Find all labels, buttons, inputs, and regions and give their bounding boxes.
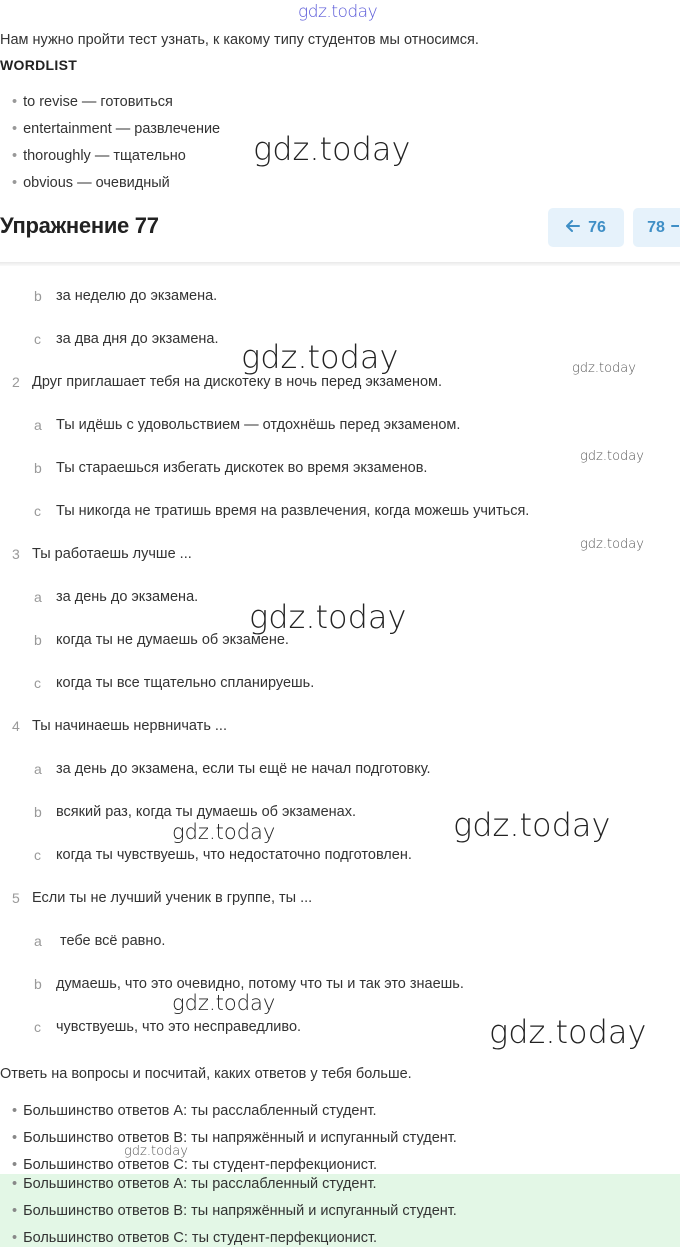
result-text: Большинство ответов С: ты студент-перфекционист. — [23, 1230, 378, 1246]
watermark-top: gdz.today — [298, 2, 378, 22]
result-text: Большинство ответов А: ты расслабленный студент. — [23, 1103, 377, 1119]
option-letter: c — [34, 331, 41, 347]
option-letter: a — [34, 589, 42, 605]
watermark: gdz.today — [453, 806, 611, 844]
option-text: Ты никогда не тратишь время на развлечения, когда можешь учиться. — [56, 503, 530, 519]
option-text: чувствуешь, что это несправедливо. — [56, 1019, 302, 1035]
option-text: когда ты все тщательно спланируешь. — [56, 675, 315, 691]
option-row — [34, 331, 41, 349]
result-text: Большинство ответов С: ты студент-перфекционист. — [23, 1157, 378, 1173]
option-letter: a — [34, 417, 42, 433]
instruction-text: Ответь на вопросы и посчитай, каких ответов у тебя больше. — [0, 1066, 412, 1082]
arrow-right-icon — [671, 219, 679, 237]
option-letter: c — [34, 675, 41, 691]
option-letter: a — [34, 761, 42, 777]
highlighted-result-item — [12, 1230, 377, 1246]
intro-text: Нам нужно пройти тест узнать, к какому типу студентов мы относимся. — [0, 32, 479, 48]
wordlist-item — [12, 121, 220, 137]
wordlist-title: WORDLIST — [0, 57, 78, 73]
highlighted-result-item — [12, 1203, 457, 1219]
watermark: gdz.today — [124, 1144, 188, 1159]
bullet-icon: • — [12, 121, 18, 137]
header-divider — [0, 262, 680, 266]
option-letter: b — [34, 288, 42, 304]
question-text: Если ты не лучший ученик в группе, ты ... — [32, 890, 313, 906]
wordlist-item-text: obvious — очевидный — [23, 175, 170, 191]
watermark: gdz.today — [580, 537, 644, 552]
result-text: Большинство ответов В: ты напряжённый и испуганный студент. — [23, 1130, 457, 1146]
option-letter: c — [34, 1019, 41, 1035]
option-text: всякий раз, когда ты думаешь об экзаменах. — [56, 804, 356, 820]
question-number: 5 — [12, 890, 20, 906]
bullet-icon: • — [12, 148, 18, 164]
question-text: Друг приглашает тебя на дискотеку в ночь перед экзаменом. — [32, 374, 443, 390]
result-text: Большинство ответов А: ты расслабленный студент. — [23, 1176, 377, 1192]
option-letter: b — [34, 976, 42, 992]
option-letter: b — [34, 460, 42, 476]
option-text: за день до экзамена. — [56, 589, 199, 605]
option-text: за день до экзамена, если ты ещё не начал подготовку. — [56, 761, 431, 777]
option-text: тебе всё равно. — [56, 933, 166, 949]
question-number: 4 — [12, 718, 20, 734]
option-row — [34, 288, 42, 306]
watermark: gdz.today — [172, 991, 276, 1015]
question-number: 3 — [12, 546, 20, 562]
option-text: Ты идёшь с удовольствием — отдохнёшь перед экзаменом. — [56, 417, 461, 433]
option-letter: c — [34, 503, 41, 519]
result-item — [12, 1130, 457, 1146]
bullet-icon: • — [12, 1176, 18, 1192]
bullet-icon: • — [12, 94, 18, 110]
watermark: gdz.today — [572, 361, 636, 376]
wordlist-item-text: to revise — готовиться — [23, 94, 173, 110]
wordlist-item — [12, 175, 170, 191]
option-text: когда ты чувствуешь, что недостаточно подготовлен. — [56, 847, 412, 863]
option-text: когда ты не думаешь об экзамене. — [56, 632, 289, 648]
option-letter: b — [34, 804, 42, 820]
watermark: gdz.today — [489, 1013, 647, 1051]
wordlist-item — [12, 94, 173, 110]
bullet-icon: • — [12, 1203, 18, 1219]
watermark: gdz.today — [253, 130, 411, 168]
question-text: Ты начинаешь нервничать ... — [32, 718, 227, 734]
highlighted-result-item — [12, 1176, 377, 1192]
option-text: за неделю до экзамена. — [56, 288, 218, 304]
watermark: gdz.today — [241, 338, 399, 376]
option-letter: c — [34, 847, 41, 863]
next-exercise-button[interactable] — [633, 208, 680, 247]
watermark: gdz.today — [172, 820, 276, 844]
question-number: 2 — [12, 374, 20, 390]
result-text: Большинство ответов В: ты напряжённый и испуганный студент. — [23, 1203, 457, 1219]
watermark: gdz.today — [580, 449, 644, 464]
wordlist-item — [12, 148, 186, 164]
option-letter: b — [34, 632, 42, 648]
wordlist-item-text: entertainment — развлечение — [23, 121, 221, 137]
bullet-icon: • — [12, 1130, 18, 1146]
result-item — [12, 1103, 377, 1119]
next-exercise-label: 78 — [647, 218, 665, 236]
exercise-title: Упражнение 77 — [0, 213, 159, 238]
question-text: Ты работаешь лучше ... — [32, 546, 192, 562]
option-text: думаешь, что это очевидно, потому что ты и так это знаешь. — [56, 976, 464, 992]
arrow-left-icon — [566, 219, 580, 237]
result-item — [12, 1157, 377, 1173]
bullet-icon: • — [12, 1230, 18, 1246]
watermark: gdz.today — [249, 598, 407, 636]
bullet-icon: • — [12, 1103, 18, 1119]
option-text: за два дня до экзамена. — [56, 331, 219, 347]
option-text: Ты стараешься избегать дискотек во время экзаменов. — [56, 460, 428, 476]
prev-exercise-label: 76 — [588, 218, 606, 236]
prev-exercise-button[interactable] — [548, 208, 624, 247]
bullet-icon: • — [12, 1157, 18, 1173]
option-letter: a — [34, 933, 42, 949]
wordlist-item-text: thoroughly — тщательно — [23, 148, 186, 164]
bullet-icon: • — [12, 175, 18, 191]
